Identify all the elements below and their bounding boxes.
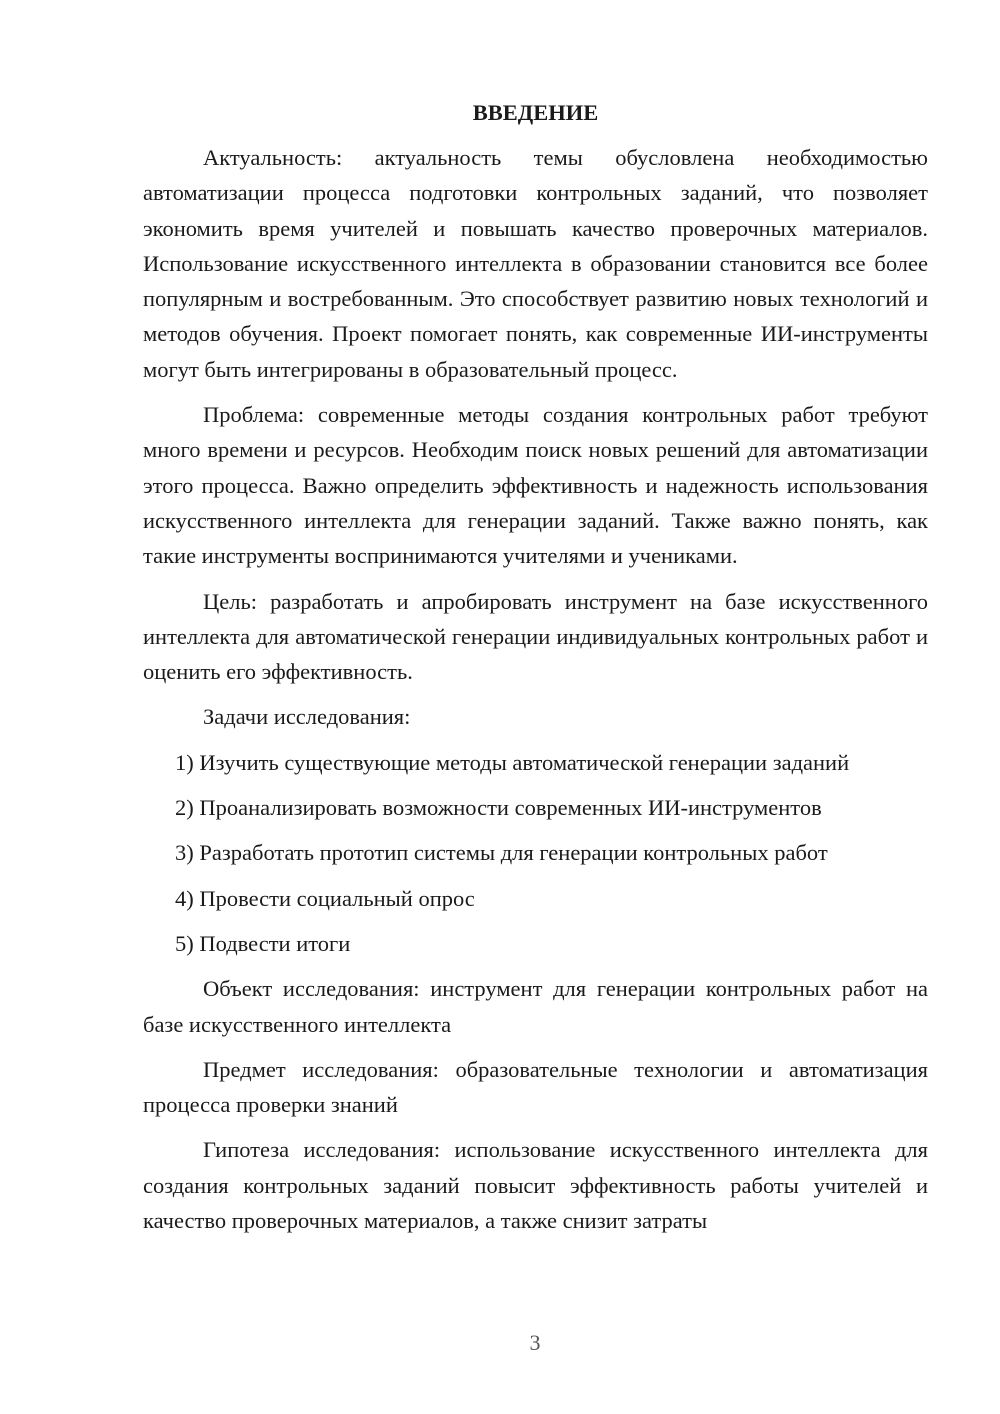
object-paragraph: Объект исследования: инструмент для генерации контрольных работ на базе искусственного интеллекта — [143, 976, 928, 1037]
list-item: 1) Изучить существующие методы автоматической генерации заданий — [175, 749, 850, 775]
list-item: 4) Провести социальный опрос — [175, 885, 475, 911]
problem-paragraph: Проблема: современные методы создания контрольных работ требуют много времени и ресурсов. Необходим поиск новых решений для автоматизации этого процесса. Важно определить эффективность и надежность использования искусственного интеллекта для генерации заданий. Также важно понять, как такие инструменты воспринимаются учителями и учениками. — [143, 402, 928, 569]
list-item: 3) Разработать прототип системы для генерации контрольных работ — [175, 840, 828, 866]
list-item: 5) Подвести итоги — [175, 930, 351, 956]
hypothesis-paragraph: Гипотеза исследования: использование искусственного интеллекта для создания контрольных заданий повысит эффективность работы учителей и качество проверочных материалов, а также снизит затраты — [143, 1137, 928, 1234]
list-item: 2) Проанализировать возможности современных ИИ-инструментов — [175, 795, 822, 821]
page-number: 3 — [529, 1330, 541, 1355]
goal-paragraph: Цель: разработать и апробировать инструмент на базе искусственного интеллекта для автоматической генерации индивидуальных контрольных работ и оценить его эффективность. — [143, 588, 928, 685]
tasks-list — [143, 745, 928, 961]
subject-paragraph: Предмет исследования: образовательные технологии и автоматизация процесса проверки знаний — [143, 1056, 928, 1118]
document-page — [143, 96, 928, 1238]
tasks-title: Задачи исследования: — [203, 704, 411, 730]
relevance-paragraph: Актуальность: актуальность темы обусловлена необходимостью автоматизации процесса подготовки контрольных заданий, что позволяет экономить время учителей и повышать качество проверочных материалов. Использование искусственного интеллекта в образовании становится все более популярным и востребованным. Это способствует развитию новых технологий и методов обучения. Проект помогает понять, как современные ИИ-инструменты могут быть интегрированы в образовательный процесс. — [143, 145, 928, 382]
page-title: ВВЕДЕНИЕ — [472, 100, 599, 125]
